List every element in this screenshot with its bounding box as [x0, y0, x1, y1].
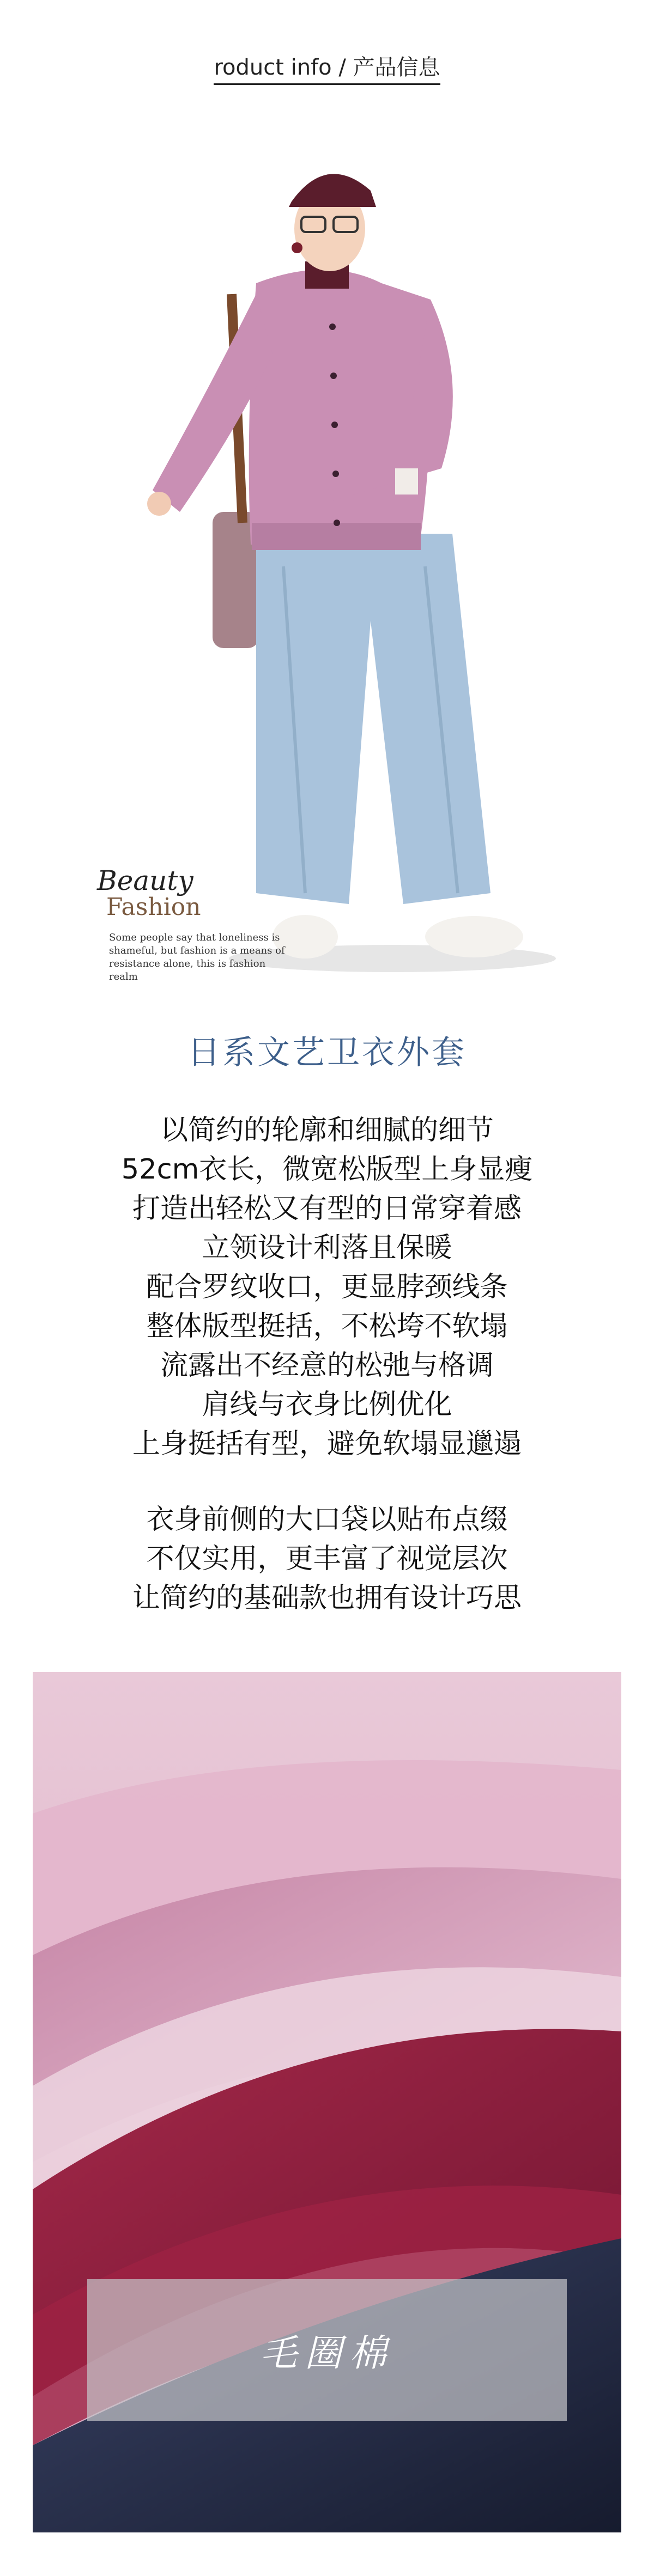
fabric-label: 毛圈棉: [259, 2331, 394, 2375]
brand-fashion: Fashion: [106, 893, 201, 921]
fabric-label-box: [87, 2279, 567, 2421]
description-line: 立领设计利落且保暖: [202, 1232, 452, 1264]
brand-slogan: Some people say that loneliness is shameful, but fashion is a means of resistance alone, this is fashion realm: [109, 932, 285, 982]
description-line: 配合罗纹收口，更显脖颈线条: [146, 1271, 508, 1303]
description-line: 让简约的基础款也拥有设计巧思: [132, 1582, 522, 1614]
description-line: 整体版型挺括，不松垮不软塌: [146, 1310, 508, 1342]
hero-image: [0, 120, 654, 980]
fabric-image: [33, 1672, 621, 2532]
description-line: 打造出轻松又有型的日常穿着感: [132, 1193, 522, 1225]
header: [0, 50, 654, 85]
description-line: 52cm衣长，微宽松版型上身显瘦: [121, 1153, 533, 1186]
brand-script: Beauty: [97, 865, 193, 896]
description-line: 衣身前侧的大口袋以贴布点缀: [146, 1504, 508, 1536]
description-line: 肩线与衣身比例优化: [202, 1389, 452, 1421]
description-block-2: [0, 1500, 654, 1618]
description-line: 不仅实用，更丰富了视觉层次: [146, 1543, 508, 1575]
description-line: 以简约的轮廓和细腻的细节: [160, 1114, 494, 1146]
description-line: 上身挺括有型，避免软塌显邋遢: [132, 1428, 522, 1460]
description-block: [0, 1111, 654, 1464]
description-line: 流露出不经意的松弛与格调: [160, 1350, 494, 1382]
product-title: 日系文艺卫衣外套: [187, 1034, 467, 1072]
page-title: roduct info / 产品信息: [214, 50, 440, 85]
model-illustration: [0, 120, 654, 980]
